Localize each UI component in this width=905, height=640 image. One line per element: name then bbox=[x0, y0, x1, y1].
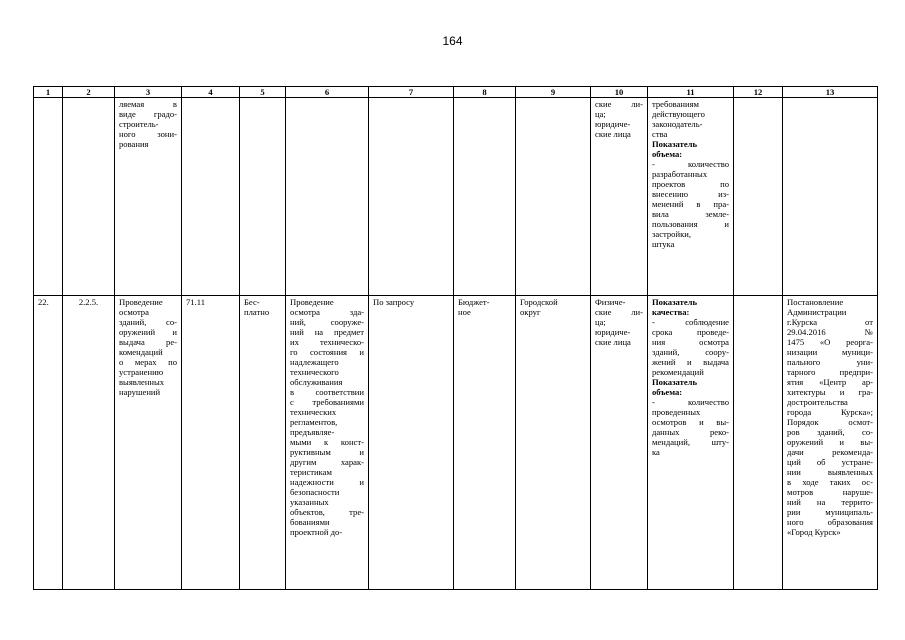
cell-okved bbox=[182, 98, 240, 296]
cell-line: ляемая в bbox=[119, 99, 177, 109]
cell-line: комендаций bbox=[119, 347, 163, 357]
cell-legal-basis bbox=[783, 98, 878, 296]
cell-line: ций об устране- bbox=[787, 457, 873, 467]
page-number: 164 bbox=[442, 34, 463, 48]
cell-line: обслуживания bbox=[290, 377, 343, 387]
cell-line: юридиче- bbox=[595, 327, 631, 337]
cell-line: Бес- bbox=[244, 297, 260, 307]
cell-line: осмотра зда- bbox=[290, 307, 364, 317]
cell-line: зданий, соору- bbox=[652, 347, 729, 357]
cell-line: платно bbox=[244, 307, 270, 317]
cell-line: технических bbox=[290, 407, 337, 417]
cell-line: мендаций, шту- bbox=[652, 437, 729, 447]
cell-line: Порядок осмот- bbox=[787, 417, 873, 427]
cell-line: Проведение bbox=[290, 297, 334, 307]
cell-line: - соблюдение bbox=[652, 317, 729, 327]
cell-line: Бюджет- bbox=[458, 297, 490, 307]
cell-territory bbox=[516, 98, 591, 296]
cell-line: теристикам bbox=[290, 467, 332, 477]
cell-indicators bbox=[648, 98, 734, 296]
cell-line: ства bbox=[652, 129, 668, 139]
cell-line: о мерах по bbox=[119, 357, 177, 367]
cell-line: тарного предпри- bbox=[787, 367, 873, 377]
cell-line: ний на террито- bbox=[787, 497, 873, 507]
cell-line: строитель- bbox=[119, 119, 159, 129]
column-header-4: 4 bbox=[182, 87, 240, 98]
cell-line: в соответствии bbox=[290, 387, 364, 397]
cell-line: их техническо- bbox=[290, 337, 364, 347]
cell-line: нарушений bbox=[119, 387, 161, 397]
cell-line: рии муниципаль- bbox=[787, 507, 873, 517]
cell-line: ца; bbox=[595, 317, 606, 327]
cell-code bbox=[63, 98, 115, 296]
services-table bbox=[33, 86, 878, 590]
cell-line: осмотра bbox=[119, 307, 149, 317]
cell-line: города Курска»; bbox=[787, 407, 873, 417]
column-header-8: 8 bbox=[454, 87, 516, 98]
cell-okved: 71.11 bbox=[182, 296, 240, 590]
cell-conditions bbox=[369, 98, 454, 296]
cell-line: 29.04.2016 № bbox=[787, 327, 873, 337]
column-header-6: 6 bbox=[286, 87, 369, 98]
cell-type bbox=[454, 98, 516, 296]
cell-line: Показатель bbox=[652, 377, 698, 387]
cell-line: безопасности bbox=[290, 487, 340, 497]
cell-line: - количество bbox=[652, 397, 729, 407]
cell-line: мотров наруше- bbox=[787, 487, 873, 497]
cell-type bbox=[454, 296, 516, 590]
cell-line: ские ли- bbox=[595, 99, 643, 109]
cell-line: Показатель bbox=[652, 139, 698, 149]
cell-line: осмотров и вы- bbox=[652, 417, 729, 427]
cell-line: в ходе таких ос- bbox=[787, 477, 873, 487]
cell-indicators bbox=[648, 296, 734, 590]
cell-service-name bbox=[115, 98, 182, 296]
cell-line: го состояния и bbox=[290, 347, 364, 357]
cell-line: Проведение bbox=[119, 297, 163, 307]
column-header-1: 1 bbox=[34, 87, 63, 98]
cell-line: надлежащего bbox=[290, 357, 339, 367]
cell-line: штука bbox=[652, 239, 675, 249]
cell-line: другим харак- bbox=[290, 457, 364, 467]
cell-number: 22. bbox=[34, 296, 63, 590]
cell-line: проектной до- bbox=[290, 527, 343, 537]
cell-line: ния осмотра bbox=[652, 337, 729, 347]
cell-line: рования bbox=[119, 139, 149, 149]
cell-line: требованиям bbox=[652, 99, 699, 109]
cell-line: данных реко- bbox=[652, 427, 729, 437]
cell-line: проведенных bbox=[652, 407, 701, 417]
cell-line: жений и выдача bbox=[652, 357, 729, 367]
cell-consumers bbox=[591, 296, 648, 590]
cell-line: зданий, со- bbox=[119, 317, 177, 327]
cell-payment bbox=[240, 98, 286, 296]
table-row bbox=[34, 98, 878, 296]
cell-col-12 bbox=[734, 98, 783, 296]
cell-line: технического bbox=[290, 367, 339, 377]
cell-code: 2.2.5. bbox=[63, 296, 115, 590]
cell-line: проектов по bbox=[652, 179, 729, 189]
cell-number bbox=[34, 98, 63, 296]
column-header-2: 2 bbox=[63, 87, 115, 98]
cell-col-12 bbox=[734, 296, 783, 590]
cell-line: пального уни- bbox=[787, 357, 873, 367]
column-header-13: 13 bbox=[783, 87, 878, 98]
cell-conditions: По запросу bbox=[369, 296, 454, 590]
cell-line: - количество bbox=[652, 159, 729, 169]
cell-line: нии выявленных bbox=[787, 467, 873, 477]
cell-line: срока проведе- bbox=[652, 327, 729, 337]
cell-line: ного зони- bbox=[119, 129, 177, 139]
cell-line: Физиче- bbox=[595, 297, 626, 307]
cell-territory bbox=[516, 296, 591, 590]
cell-line: оружений и вы- bbox=[787, 437, 873, 447]
cell-line: г.Курска от bbox=[787, 317, 873, 327]
cell-line: руктивным и bbox=[290, 447, 364, 457]
column-header-9: 9 bbox=[516, 87, 591, 98]
column-header-3: 3 bbox=[115, 87, 182, 98]
cell-line: оружений и bbox=[119, 327, 177, 337]
cell-line: низации муници- bbox=[787, 347, 873, 357]
cell-line: пользования и bbox=[652, 219, 729, 229]
cell-line: выдача ре- bbox=[119, 337, 177, 347]
cell-line: менений в пра- bbox=[652, 199, 729, 209]
column-header-7: 7 bbox=[369, 87, 454, 98]
cell-line: ний на предмет bbox=[290, 327, 364, 337]
cell-legal-basis bbox=[783, 296, 878, 590]
cell-line: разработанных bbox=[652, 169, 708, 179]
column-header-10: 10 bbox=[591, 87, 648, 98]
cell-line: Городской bbox=[520, 297, 558, 307]
cell-line: регламентов, bbox=[290, 417, 338, 427]
cell-line: ного образования bbox=[787, 517, 873, 527]
column-header-5: 5 bbox=[240, 87, 286, 98]
column-header-12: 12 bbox=[734, 87, 783, 98]
cell-line: ное bbox=[458, 307, 471, 317]
cell-line: надежности и bbox=[290, 477, 364, 487]
cell-line: рекомендаций bbox=[652, 367, 704, 377]
cell-line: указанных bbox=[290, 497, 329, 507]
cell-line: «Город Курск» bbox=[787, 527, 841, 537]
cell-line: Администрации bbox=[787, 307, 847, 317]
cell-line: законодатель- bbox=[652, 119, 703, 129]
cell-line: ров зданий, со- bbox=[787, 427, 873, 437]
cell-line: бованиями bbox=[290, 517, 330, 527]
header-row bbox=[34, 87, 878, 98]
cell-line: внесению из- bbox=[652, 189, 729, 199]
cell-line: округ bbox=[520, 307, 541, 317]
cell-line: мыми к конст- bbox=[290, 437, 364, 447]
cell-line: достроительства bbox=[787, 397, 848, 407]
cell-line: хитектуры и гра- bbox=[787, 387, 873, 397]
cell-line: 1475 «О реорга- bbox=[787, 337, 873, 347]
cell-line: с требованиями bbox=[290, 397, 364, 407]
cell-line: ятия «Центр ар- bbox=[787, 377, 873, 387]
cell-service-name bbox=[115, 296, 182, 590]
column-header-11: 11 bbox=[648, 87, 734, 98]
cell-payment bbox=[240, 296, 286, 590]
cell-line: качества: bbox=[652, 307, 690, 317]
cell-line: предъявляе- bbox=[290, 427, 335, 437]
cell-content bbox=[286, 296, 369, 590]
cell-line: выявленных bbox=[119, 377, 165, 387]
cell-line: объектов, тре- bbox=[290, 507, 364, 517]
cell-line: ца; bbox=[595, 109, 606, 119]
cell-line: дачи рекоменда- bbox=[787, 447, 873, 457]
cell-line: устранению bbox=[119, 367, 164, 377]
cell-line: вила земле- bbox=[652, 209, 729, 219]
cell-line: ские лица bbox=[595, 129, 631, 139]
cell-line: объема: bbox=[652, 149, 683, 159]
cell-line: действующего bbox=[652, 109, 705, 119]
cell-content bbox=[286, 98, 369, 296]
cell-line: виде градо- bbox=[119, 109, 177, 119]
cell-line: ские лица bbox=[595, 337, 631, 347]
cell-line: ний, сооруже- bbox=[290, 317, 364, 327]
cell-line: ские ли- bbox=[595, 307, 643, 317]
table-row bbox=[34, 296, 878, 590]
cell-line: юридиче- bbox=[595, 119, 631, 129]
cell-line: ка bbox=[652, 447, 660, 457]
cell-line: Постановление bbox=[787, 297, 844, 307]
cell-line: Показатель bbox=[652, 297, 698, 307]
cell-line: застройки, bbox=[652, 229, 691, 239]
cell-consumers bbox=[591, 98, 648, 296]
cell-line: объема: bbox=[652, 387, 683, 397]
